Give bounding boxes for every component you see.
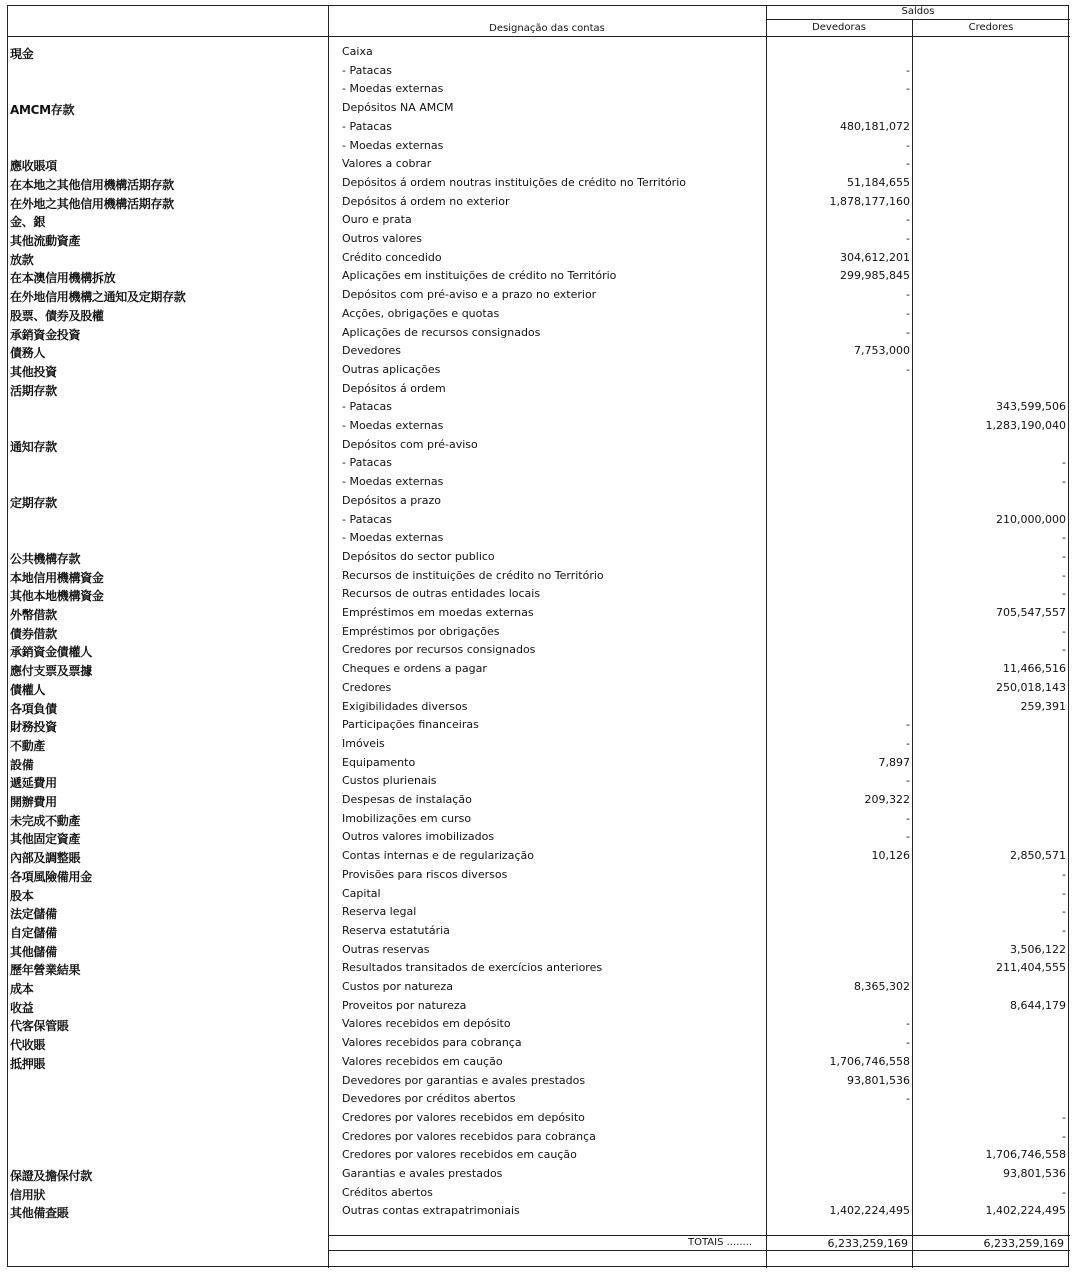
- header-credores: Credores: [968, 22, 1014, 33]
- balance-credores: 2,850,571: [1010, 849, 1066, 863]
- header-devedoras: Devedoras: [812, 22, 866, 33]
- account-name-pt: Reserva estatutária: [342, 923, 450, 937]
- balance-devedoras: -: [906, 157, 910, 171]
- table-row: [8, 213, 1070, 229]
- balance-credores: 1,706,746,558: [985, 1148, 1066, 1162]
- table-row: [8, 905, 1070, 921]
- balance-devedoras: -: [906, 82, 910, 96]
- table-row: [8, 419, 1070, 435]
- account-name-zh: 內部及調整賬: [10, 851, 81, 866]
- account-name-zh: 放款: [10, 252, 34, 267]
- account-name-zh: 公共機構存款: [10, 551, 81, 566]
- balance-credores: -: [1062, 867, 1066, 881]
- table-row: [8, 475, 1070, 491]
- account-name-pt: - Moedas externas: [342, 138, 444, 152]
- account-name-pt: Depósitos com pré-aviso e a prazo no exterior: [342, 288, 597, 302]
- balance-credores: -: [1062, 549, 1066, 563]
- balance-credores: -: [1062, 568, 1066, 582]
- account-name-pt: Depósitos á ordem no exterior: [342, 194, 510, 208]
- account-name-zh: 債權人: [10, 682, 46, 697]
- account-name-zh: AMCM存款: [10, 103, 75, 118]
- account-name-zh: 現金: [10, 47, 34, 61]
- account-name-zh: 承銷資金債權人: [10, 645, 92, 660]
- table-row: [8, 438, 1070, 454]
- account-name-zh: 設備: [10, 757, 34, 772]
- account-name-zh: 債務人: [10, 346, 46, 361]
- table-row: [8, 1017, 1070, 1033]
- balance-credores: -: [1062, 886, 1066, 900]
- account-name-pt: Depósitos á ordem: [342, 381, 446, 395]
- balance-credores: 210,000,000: [996, 512, 1066, 526]
- balance-credores: -: [1062, 643, 1066, 657]
- account-name-pt: - Patacas: [342, 63, 392, 77]
- account-name-zh: 自定儲備: [10, 925, 57, 940]
- account-name-pt: Depósitos do sector publico: [342, 549, 495, 563]
- account-name-pt: Devedores por créditos abertos: [342, 1092, 516, 1106]
- balance-credores: 343,599,506: [996, 400, 1066, 414]
- table-row: [8, 625, 1070, 641]
- account-name-zh: 債券借款: [10, 626, 57, 641]
- account-name-pt: Aplicações de recursos consignados: [342, 325, 541, 339]
- table-row: [8, 120, 1070, 136]
- table-row: [8, 64, 1070, 80]
- account-name-zh: 開辦費用: [10, 795, 57, 809]
- balance-devedoras: 1,706,746,558: [829, 1054, 910, 1068]
- balance-credores: -: [1062, 587, 1066, 601]
- account-name-pt: - Moedas externas: [342, 82, 444, 96]
- account-name-pt: - Moedas externas: [342, 531, 444, 545]
- table-row: [8, 456, 1070, 472]
- table-row: [8, 157, 1070, 173]
- table-row: [8, 139, 1070, 155]
- table-row: [8, 812, 1070, 828]
- account-name-pt: Participações financeiras: [342, 718, 479, 732]
- account-name-pt: Valores recebidos em caução: [342, 1054, 503, 1068]
- table-row: [8, 1148, 1070, 1164]
- balance-credores: -: [1062, 1129, 1066, 1143]
- table-row: [8, 681, 1070, 697]
- account-name-pt: Recursos de instituições de crédito no Território: [342, 568, 604, 582]
- account-name-pt: Credores por valores recebidos em depósito: [342, 1110, 585, 1124]
- balance-credores: 8,644,179: [1010, 998, 1066, 1012]
- account-name-pt: Devedores por garantias e avales prestados: [342, 1073, 586, 1087]
- balance-devedoras: 8,365,302: [854, 980, 910, 993]
- totals-line-bottom: [328, 1250, 1070, 1251]
- balance-credores: -: [1062, 456, 1066, 470]
- account-name-pt: Outros valores imobilizados: [342, 830, 495, 844]
- table-row: [8, 849, 1070, 865]
- account-name-pt: Depósitos á ordem noutras instituições de crédito no Território: [342, 175, 686, 189]
- account-name-pt: Ouro e prata: [342, 213, 412, 227]
- account-name-pt: Acções, obrigações e quotas: [342, 306, 500, 320]
- table-row: [8, 587, 1070, 603]
- account-name-zh: 其他儲備: [10, 944, 57, 959]
- table-row: [8, 737, 1070, 753]
- account-name-pt: - Patacas: [342, 456, 392, 470]
- account-name-zh: 股本: [10, 888, 34, 903]
- account-name-zh: 其他備查賬: [10, 1206, 69, 1221]
- balance-devedoras: -: [906, 213, 910, 227]
- table-row: [8, 868, 1070, 884]
- table-row: [8, 961, 1070, 977]
- table-row: [8, 980, 1070, 996]
- table-row: [8, 700, 1070, 716]
- account-name-zh: 在本地之其他信用機構活期存款: [10, 177, 174, 192]
- table-row: [8, 363, 1070, 379]
- balance-devedoras: -: [906, 325, 910, 339]
- table-row: [8, 1092, 1070, 1108]
- table-row: [8, 999, 1070, 1015]
- totals-credores: 6,233,259,169: [983, 1237, 1064, 1250]
- account-name-zh: 其他流動資產: [10, 234, 81, 248]
- table-row: [8, 101, 1070, 117]
- account-name-zh: 保證及擔保付款: [10, 1169, 92, 1183]
- account-name-zh: 法定儲備: [10, 907, 57, 922]
- balance-devedoras: 7,753,000: [854, 344, 910, 358]
- table-row: [8, 232, 1070, 248]
- account-name-zh: 收益: [10, 1000, 34, 1015]
- balance-credores: 11,466,516: [1003, 662, 1066, 676]
- account-name-zh: 信用狀: [10, 1187, 46, 1202]
- table-row: [8, 774, 1070, 790]
- balance-devedoras: -: [906, 138, 910, 152]
- table-row: [8, 887, 1070, 903]
- header-line-bottom: [8, 36, 1070, 37]
- account-name-pt: Aplicações em instituições de crédito no Território: [342, 269, 617, 283]
- table-row: [8, 606, 1070, 622]
- account-name-pt: Devedores: [342, 344, 402, 358]
- table-row: [8, 1074, 1070, 1090]
- balance-devedoras: 299,985,845: [840, 269, 910, 283]
- account-name-pt: Outras contas extrapatrimoniais: [342, 1204, 520, 1218]
- account-name-pt: Despesas de instalação: [342, 793, 472, 806]
- balance-credores: 211,404,555: [996, 961, 1066, 975]
- account-name-pt: Credores por recursos consignados: [342, 643, 536, 657]
- account-name-pt: Recursos de outras entidades locais: [342, 587, 541, 601]
- account-name-zh: 各項風險備用金: [10, 869, 92, 884]
- table-row: [8, 1204, 1070, 1220]
- table-row: [8, 531, 1070, 547]
- account-name-pt: Custos por natureza: [342, 980, 453, 993]
- table-row: [8, 382, 1070, 398]
- totals-label: TOTAIS ........: [688, 1237, 753, 1248]
- balance-credores: 259,391: [1020, 699, 1066, 713]
- table-row: [8, 1055, 1070, 1071]
- account-name-pt: Valores recebidos para cobrança: [342, 1036, 522, 1050]
- account-name-zh: 抵押賬: [10, 1056, 46, 1071]
- account-name-pt: Provisões para riscos diversos: [342, 867, 508, 881]
- balance-credores: 705,547,557: [996, 606, 1066, 619]
- account-name-pt: Credores: [342, 680, 392, 694]
- table-row: [8, 344, 1070, 360]
- table-row: [8, 326, 1070, 342]
- balance-credores: -: [1062, 475, 1066, 489]
- totals-devedoras: 6,233,259,169: [827, 1237, 908, 1250]
- account-name-zh: 承銷資金投資: [10, 327, 81, 342]
- totals-line-top: [328, 1235, 1070, 1236]
- account-name-pt: Proveitos por natureza: [342, 998, 467, 1012]
- balance-devedoras: -: [906, 830, 910, 844]
- header-line-saldos: [766, 19, 1070, 20]
- account-name-pt: - Moedas externas: [342, 475, 444, 489]
- table-row: [8, 550, 1070, 566]
- table-row: [8, 643, 1070, 659]
- balance-devedoras: 1,878,177,160: [829, 194, 910, 208]
- account-name-zh: 財務投資: [10, 720, 57, 735]
- account-name-zh: 在外地信用機構之通知及定期存款: [10, 290, 186, 305]
- balance-devedoras: -: [906, 63, 910, 77]
- account-name-pt: Depósitos a prazo: [342, 493, 441, 507]
- balance-devedoras: -: [906, 1036, 910, 1050]
- table-row: [8, 569, 1070, 585]
- account-name-pt: Reserva legal: [342, 905, 417, 919]
- balance-credores: 1,402,224,495: [985, 1204, 1066, 1218]
- balance-devedoras: -: [906, 306, 910, 320]
- table-row: [8, 943, 1070, 959]
- table-row: [8, 1036, 1070, 1052]
- account-name-pt: Exigibilidades diversos: [342, 699, 468, 713]
- table-row: [8, 82, 1070, 98]
- account-name-pt: Outros valores: [342, 232, 422, 245]
- table-row: [8, 830, 1070, 846]
- balance-credores: -: [1062, 923, 1066, 937]
- table-row: [8, 793, 1070, 809]
- account-name-zh: 活期存款: [10, 383, 57, 398]
- balance-devedoras: 93,801,536: [847, 1073, 910, 1087]
- account-name-pt: Créditos abertos: [342, 1185, 433, 1199]
- balance-devedoras: 51,184,655: [847, 175, 910, 189]
- account-name-pt: - Moedas externas: [342, 419, 444, 432]
- account-name-zh: 定期存款: [10, 495, 57, 510]
- account-name-pt: Outras reservas: [342, 942, 430, 956]
- account-name-pt: Garantias e avales prestados: [342, 1167, 503, 1180]
- balance-devedoras: 10,126: [871, 849, 910, 863]
- balance-devedoras: -: [906, 736, 910, 750]
- balance-credores: -: [1062, 624, 1066, 638]
- account-name-zh: 外幣借款: [10, 608, 57, 622]
- table-row: [8, 1130, 1070, 1146]
- account-name-zh: 股票、債券及股權: [10, 308, 104, 323]
- account-name-pt: Imóveis: [342, 736, 385, 750]
- account-name-pt: Depósitos NA AMCM: [342, 101, 454, 115]
- account-name-pt: Valores recebidos em depósito: [342, 1017, 511, 1031]
- table-row: [8, 1167, 1070, 1183]
- account-name-pt: Contas internas e de regularização: [342, 849, 534, 863]
- account-name-pt: - Patacas: [342, 512, 392, 526]
- header-designacao: Designação das contas: [489, 23, 605, 34]
- balance-credores: 93,801,536: [1003, 1167, 1066, 1180]
- table-row: [8, 756, 1070, 772]
- table-row: [8, 176, 1070, 192]
- account-name-pt: Caixa: [342, 45, 373, 58]
- balance-credores: -: [1062, 1185, 1066, 1199]
- account-name-pt: Empréstimos em moedas externas: [342, 606, 534, 619]
- account-name-zh: 其他固定資產: [10, 832, 81, 847]
- account-name-zh: 通知存款: [10, 439, 57, 454]
- account-name-pt: Capital: [342, 886, 381, 900]
- table-row: [8, 513, 1070, 529]
- table-row: [8, 662, 1070, 678]
- account-name-zh: 成本: [10, 982, 34, 996]
- balance-credores: -: [1062, 1110, 1066, 1124]
- table-row: [8, 288, 1070, 304]
- account-name-zh: 在外地之其他信用機構活期存款: [10, 196, 174, 211]
- account-name-pt: - Patacas: [342, 400, 392, 414]
- table-row: [8, 494, 1070, 510]
- balance-credores: -: [1062, 905, 1066, 919]
- header-saldos: Saldos: [901, 6, 935, 17]
- account-name-zh: 本地信用機構資金: [10, 570, 104, 585]
- balance-devedoras: -: [906, 232, 910, 245]
- account-name-zh: 金、銀: [10, 215, 46, 230]
- account-name-pt: Credores por valores recebidos para cobrança: [342, 1129, 596, 1143]
- account-name-pt: - Patacas: [342, 119, 392, 133]
- account-name-zh: 其他本地機構資金: [10, 589, 104, 604]
- account-name-pt: Depósitos com pré-aviso: [342, 437, 478, 451]
- account-name-zh: 其他投資: [10, 364, 57, 379]
- balance-devedoras: 304,612,201: [840, 250, 910, 264]
- balance-devedoras: -: [906, 1017, 910, 1031]
- balance-credores: 3,506,122: [1010, 942, 1066, 956]
- balance-credores: 250,018,143: [996, 680, 1066, 694]
- account-name-pt: Cheques e ordens a pagar: [342, 662, 487, 676]
- table-row: [8, 1111, 1070, 1127]
- account-name-zh: 不動產: [10, 738, 46, 753]
- balance-devedoras: -: [906, 288, 910, 302]
- account-name-zh: 未完成不動產: [10, 813, 81, 828]
- account-name-zh: 各項負債: [10, 701, 57, 716]
- account-name-zh: 應收賬項: [10, 159, 57, 174]
- table-row: [8, 924, 1070, 940]
- account-name-zh: 代收賬: [10, 1038, 46, 1053]
- account-name-pt: Outras aplicações: [342, 362, 441, 376]
- table-row: [8, 269, 1070, 285]
- table-row: [8, 195, 1070, 211]
- balance-devedoras: -: [906, 1092, 910, 1106]
- table-row: [8, 718, 1070, 734]
- account-name-pt: Imobilizações em curso: [342, 811, 472, 825]
- account-name-zh: 代客保管賬: [10, 1019, 69, 1034]
- balance-sheet: [7, 5, 1069, 1267]
- account-name-pt: Credores por valores recebidos em caução: [342, 1148, 577, 1162]
- balance-credores: 1,283,190,040: [985, 419, 1066, 432]
- table-row: [8, 45, 1070, 61]
- account-name-zh: 歷年營業結果: [10, 963, 81, 978]
- balance-devedoras: 480,181,072: [840, 119, 910, 133]
- balance-devedoras: -: [906, 811, 910, 825]
- account-name-pt: Custos plurienais: [342, 774, 437, 788]
- balance-devedoras: -: [906, 718, 910, 732]
- table-row: [8, 251, 1070, 267]
- balance-devedoras: 1,402,224,495: [829, 1204, 910, 1218]
- account-name-zh: 遞延費用: [10, 776, 57, 791]
- table-row: [8, 400, 1070, 416]
- balance-devedoras: 7,897: [878, 755, 910, 769]
- account-name-pt: Crédito concedido: [342, 250, 442, 264]
- table-row: [8, 1186, 1070, 1202]
- balance-devedoras: 209,322: [864, 793, 910, 806]
- account-name-pt: Resultados transitados de exercícios anteriores: [342, 961, 603, 975]
- table-row: [8, 307, 1070, 323]
- account-name-pt: Valores a cobrar: [342, 157, 432, 171]
- account-name-zh: 應付支票及票據: [10, 664, 92, 679]
- account-name-zh: 在本澳信用機構拆放: [10, 271, 116, 286]
- balance-devedoras: -: [906, 362, 910, 376]
- account-name-pt: Equipamento: [342, 755, 416, 769]
- balance-devedoras: -: [906, 774, 910, 788]
- balance-credores: -: [1062, 531, 1066, 545]
- account-name-pt: Empréstimos por obrigações: [342, 624, 500, 638]
